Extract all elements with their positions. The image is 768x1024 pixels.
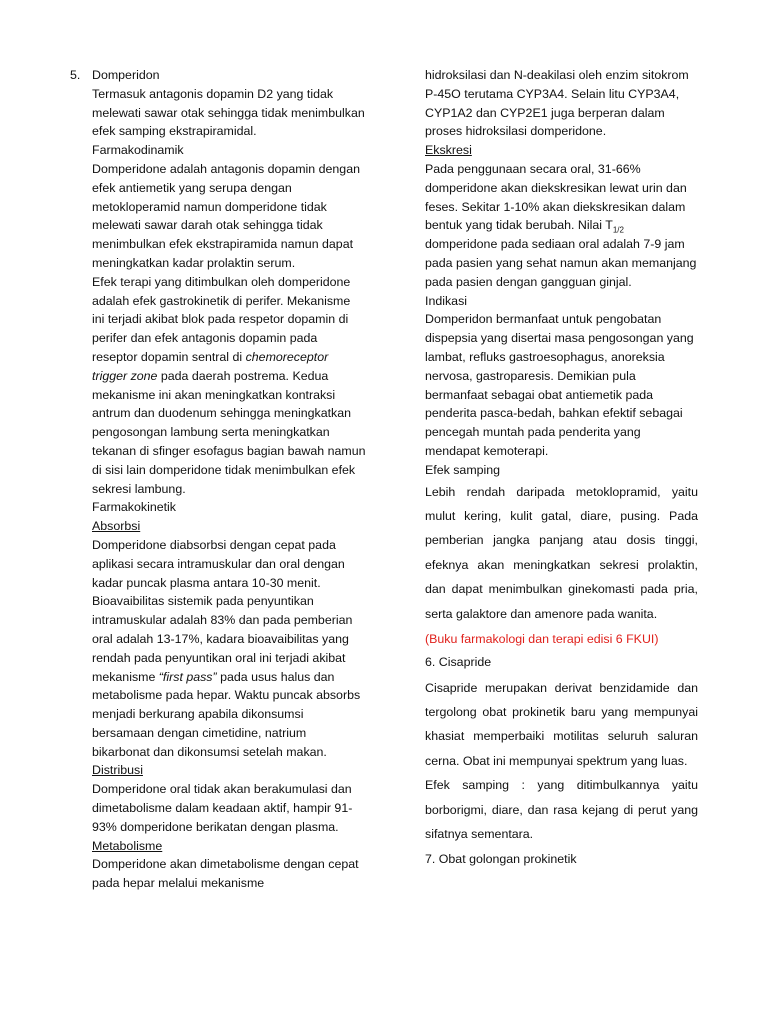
distribusi-paragraph: Domperidone oral tidak akan berakumulasi dan dimetabolisme dalam keadaan aktif, hampir 91-93% domperidone berikatan dengan plasma. [92, 782, 353, 834]
section-5-body [70, 85, 366, 893]
cisapride-efek-samping: Efek samping : yang ditimbulkannya yaitu borborigmi, diare, dan rasa kejang di perut yang sifatnya sementara. [425, 778, 698, 841]
domperidon-intro: Termasuk antagonis dopamin D2 yang tidak melewati sawar otak sehingga tidak menimbulkan efek samping ekstrapiramidal. [92, 86, 365, 139]
absorbsi-text-b: pada usus halus dan metabolisme pada hepar. Waktu puncak absorbs menjadi berkurang apabila dikonsumsi bersamaan dengan cimetidine, natrium bikarbonat dan dikonsumsi setelah makan. [92, 669, 361, 759]
absorbsi-heading: Absorbsi [92, 519, 141, 534]
metabolisme-heading: Metabolisme [92, 838, 163, 853]
efek-samping-heading: Efek samping [425, 462, 501, 477]
ekskresi-text-a: Pada penggunaan secara oral, 31-66% domperidone akan diekskresikan lewat urin dan feses. Sekitar 1-10% akan diekskresikan dalam bentuk yang tidak berubah. Nilai T [425, 161, 687, 233]
half-life-subscript: 1/2 [612, 225, 624, 235]
absorbsi-italic-term: “first pass” [158, 669, 217, 684]
section-7-title: 7. Obat golongan prokinetik [425, 852, 577, 867]
right-column [425, 66, 698, 869]
farmakodinamik-heading: Farmakodinamik [92, 143, 184, 158]
ekskresi-paragraph [425, 160, 698, 292]
cisapride-paragraph: Cisapride merupakan derivat benzidamide dan tergolong obat prokinetik baru yang mempunyai khasiat memperbaiki motilitas seluruh saluran cerna. Obat ini mempunyai spektrum yang luas. [425, 680, 698, 768]
farmakodinamik-italic-term: chemoreceptor trigger zone [92, 349, 329, 383]
section-5-title: Domperidon [92, 68, 160, 82]
absorbsi-text-a: Domperidone diabsorbsi dengan cepat pada aplikasi secara intramuskular dan oral dengan kadar puncak plasma antara 10-30 menit. Bioavaibilitas sistemik pada penyuntikan intramuskular adalah 83% dan pada pemberian oral adalah 13-17%, kadara bioavaibilitas yang rendah pada penyuntikan oral ini terjadi akibat mekanisme [92, 537, 353, 684]
section-6-title: 6. Cisapride [425, 654, 492, 669]
distribusi-heading: Distribusi [92, 763, 143, 778]
farmakokinetik-heading: Farmakokinetik [92, 500, 177, 515]
absorbsi-paragraph [92, 536, 366, 762]
ekskresi-text-b: domperidone pada sediaan oral adalah 7-9 jam pada pasien yang sehat namun akan memanjang pada pasien dengan gangguan ginjal. [425, 237, 697, 289]
section-5-number: 5. [70, 68, 81, 82]
efek-samping-paragraph: Lebih rendah daripada metoklopramid, yaitu mulut kering, kulit gatal, diare, pusing. Pada pemberian jangka panjang atau dosis tinggi, efeknya akan meningkatkan sekresi prolaktin, dan dapat menimbulkan ginekomasti pada pria, serta galaktore dan amenore pada wanita. [425, 484, 698, 621]
reference-citation: (Buku farmakologi dan terapi edisi 6 FKUI) [425, 631, 659, 646]
farmakodinamik-paragraph-2 [92, 273, 366, 499]
indikasi-paragraph: Domperidon bermanfaat untuk pengobatan dispepsia yang disertai masa pengosongan yang lambat, refluks gastroesophagus, anoreksia nervosa, gastroparesis. Demikian pula bermanfaat sebagai obat antiemetik pada penderita pasca-bedah, bahkan efektif sebagai pencegah muntah pada penderita yang mendapat kemoterapi. [425, 312, 694, 458]
farmakodinamik-text-b: pada daerah postrema. Kedua mekanisme ini akan meningkatkan kontraksi antrum dan duodenum sehingga meningkatkan pengosongan lambung serta meningkatkan tekanan di sfinger esofagus bagian bawah namun di sisi lain domperidone tidak menimbulkan efek sekresi lambung. [92, 368, 366, 496]
metabolisme-paragraph: Domperidone akan dimetabolisme dengan cepat pada hepar melalui mekanisme [92, 857, 359, 891]
metabolisme-continued: hidroksilasi dan N-deakilasi oleh enzim sitokrom P-45O terutama CYP3A4. Selain litu CYP3A4, CYP1A2 dan CYP2E1 juga berperan dalam proses hidroksilasi domperidone. [425, 68, 689, 139]
farmakodinamik-paragraph-1: Domperidone adalah antagonis dopamin dengan efek antiemetik yang serupa dengan metokloperamid namun domperidone tidak melewati sawar darah otak sehingga tidak menimbulkan efek ekstrapiramida namun dapat meningkatkan kadar prolaktin serum. [92, 161, 360, 270]
section-5-heading [70, 66, 366, 85]
indikasi-heading: Indikasi [425, 293, 468, 308]
farmakodinamik-text-a: Efek terapi yang ditimbulkan oleh domperidone adalah efek gastrokinetik di perifer. Mekanisme ini terjadi akibat blok pada respetor dopamin di perifer dan efek antagonis dopamin pada reseptor dopamin sentral di [92, 274, 351, 364]
left-column [70, 66, 366, 893]
ekskresi-heading: Ekskresi [425, 143, 472, 158]
